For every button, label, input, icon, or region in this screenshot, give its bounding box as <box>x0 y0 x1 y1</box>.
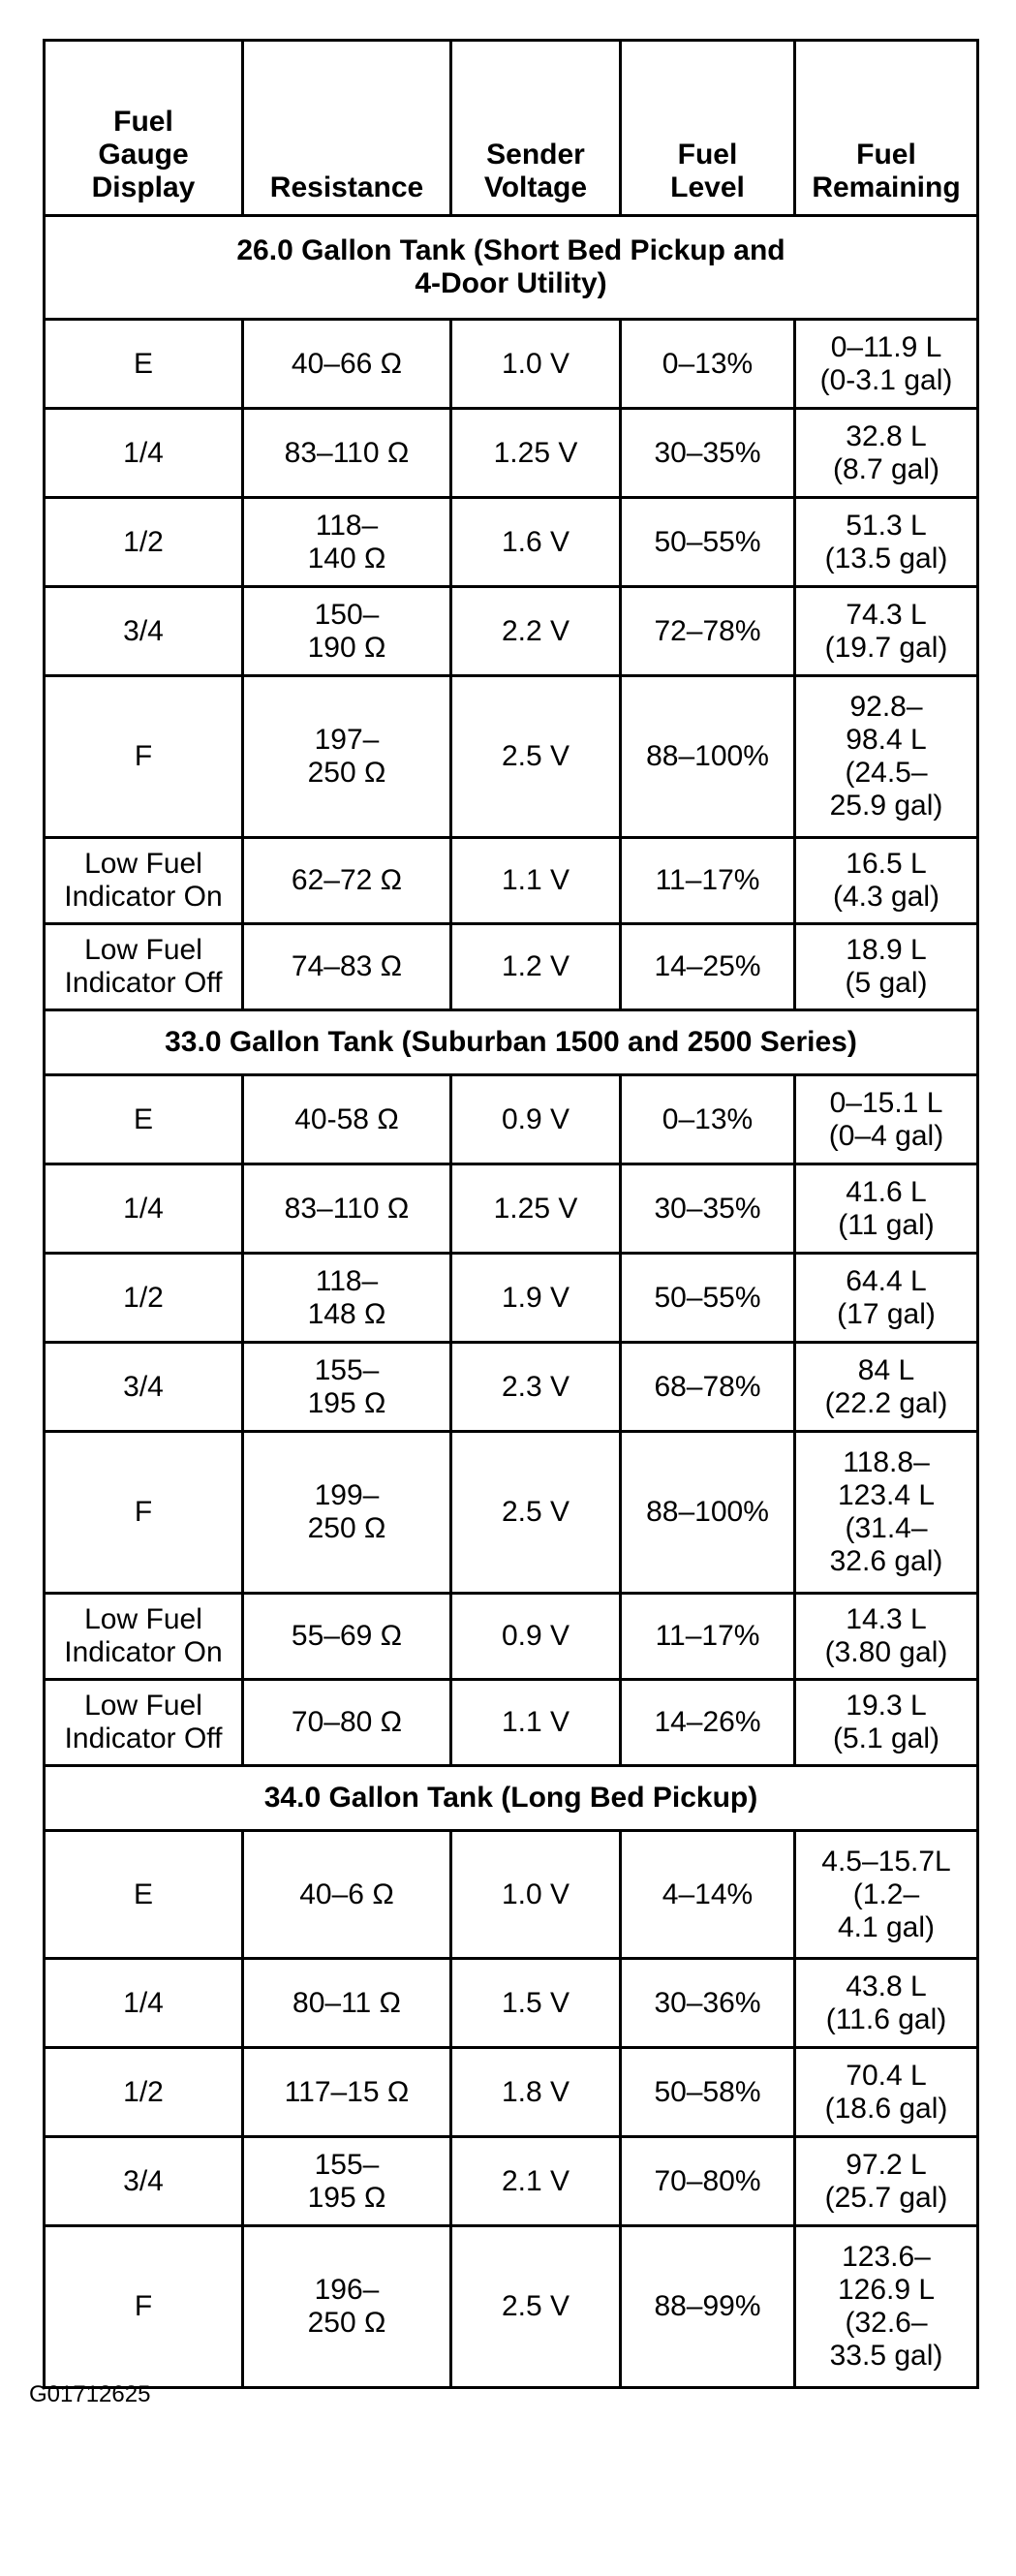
section-row <box>45 1766 978 1831</box>
resistance-cell: 40-58 Ω <box>243 1075 451 1164</box>
fuel-level-cell: 14–25% <box>621 924 795 1010</box>
sender-voltage-cell: 2.3 V <box>451 1343 621 1432</box>
sender-voltage-cell: 0.9 V <box>451 1075 621 1164</box>
table-row <box>45 587 978 676</box>
fuel-level-cell: 4–14% <box>621 1831 795 1959</box>
fuel-level-cell: 72–78% <box>621 587 795 676</box>
resistance-cell: 74–83 Ω <box>243 924 451 1010</box>
table-row <box>45 1164 978 1254</box>
table-row <box>45 2048 978 2137</box>
sender-voltage-cell: 1.1 V <box>451 838 621 924</box>
gauge-display-cell: 1/4 <box>45 1959 243 2048</box>
sender-voltage-cell: 1.5 V <box>451 1959 621 2048</box>
sender-voltage-cell: 1.0 V <box>451 320 621 409</box>
fuel-remaining-cell: 64.4 L (17 gal) <box>795 1254 978 1343</box>
fuel-level-cell: 88–100% <box>621 1432 795 1594</box>
fuel-level-cell: 50–55% <box>621 1254 795 1343</box>
fuel-remaining-cell: 41.6 L (11 gal) <box>795 1164 978 1254</box>
sender-voltage-cell: 1.2 V <box>451 924 621 1010</box>
resistance-cell: 83–110 Ω <box>243 409 451 498</box>
resistance-cell: 197– 250 Ω <box>243 676 451 838</box>
table-row <box>45 498 978 587</box>
resistance-cell: 196– 250 Ω <box>243 2226 451 2388</box>
resistance-cell: 155– 195 Ω <box>243 2137 451 2226</box>
fuel-remaining-cell: 118.8– 123.4 L (31.4– 32.6 gal) <box>795 1432 978 1594</box>
table-row <box>45 2226 978 2388</box>
table-row <box>45 1831 978 1959</box>
fuel-level-cell: 11–17% <box>621 838 795 924</box>
fuel-remaining-cell: 0–11.9 L (0-3.1 gal) <box>795 320 978 409</box>
fuel-level-cell: 70–80% <box>621 2137 795 2226</box>
table-row <box>45 409 978 498</box>
fuel-remaining-cell: 14.3 L (3.80 gal) <box>795 1594 978 1680</box>
fuel-remaining-cell: 51.3 L (13.5 gal) <box>795 498 978 587</box>
table-row <box>45 1075 978 1164</box>
sender-voltage-cell: 2.5 V <box>451 2226 621 2388</box>
sender-voltage-cell: 2.5 V <box>451 676 621 838</box>
fuel-remaining-cell: 84 L (22.2 gal) <box>795 1343 978 1432</box>
fuel-level-cell: 88–99% <box>621 2226 795 2388</box>
sender-voltage-cell: 1.25 V <box>451 1164 621 1254</box>
gauge-display-cell: 1/2 <box>45 498 243 587</box>
fuel-remaining-cell: 16.5 L (4.3 gal) <box>795 838 978 924</box>
section-row <box>45 216 978 320</box>
header-resistance: Resistance <box>243 41 451 216</box>
sender-voltage-cell: 2.1 V <box>451 2137 621 2226</box>
fuel-remaining-cell: 97.2 L (25.7 gal) <box>795 2137 978 2226</box>
fuel-level-cell: 30–35% <box>621 1164 795 1254</box>
fuel-remaining-cell: 70.4 L (18.6 gal) <box>795 2048 978 2137</box>
gauge-display-cell: Low Fuel Indicator Off <box>45 924 243 1010</box>
section-title: 33.0 Gallon Tank (Suburban 1500 and 2500 Series) <box>45 1010 978 1075</box>
table-row <box>45 2137 978 2226</box>
fuel-level-cell: 50–55% <box>621 498 795 587</box>
sender-voltage-cell: 0.9 V <box>451 1594 621 1680</box>
table-row <box>45 924 978 1010</box>
fuel-remaining-cell: 74.3 L (19.7 gal) <box>795 587 978 676</box>
table-row <box>45 1254 978 1343</box>
sender-voltage-cell: 1.25 V <box>451 409 621 498</box>
fuel-remaining-cell: 92.8– 98.4 L (24.5– 25.9 gal) <box>795 676 978 838</box>
table-row <box>45 1432 978 1594</box>
section-title: 34.0 Gallon Tank (Long Bed Pickup) <box>45 1766 978 1831</box>
table-row <box>45 1680 978 1766</box>
sender-voltage-cell: 2.5 V <box>451 1432 621 1594</box>
table-body <box>45 216 978 2388</box>
resistance-cell: 80–11 Ω <box>243 1959 451 2048</box>
table-row <box>45 1343 978 1432</box>
gauge-display-cell: Low Fuel Indicator Off <box>45 1680 243 1766</box>
fuel-sender-spec-table <box>43 39 979 2389</box>
section-title: 26.0 Gallon Tank (Short Bed Pickup and 4-Door Utility) <box>45 216 978 320</box>
table-row <box>45 320 978 409</box>
sender-voltage-cell: 1.9 V <box>451 1254 621 1343</box>
resistance-cell: 199– 250 Ω <box>243 1432 451 1594</box>
resistance-cell: 62–72 Ω <box>243 838 451 924</box>
resistance-cell: 117–15 Ω <box>243 2048 451 2137</box>
gauge-display-cell: 1/2 <box>45 1254 243 1343</box>
fuel-level-cell: 0–13% <box>621 1075 795 1164</box>
sender-voltage-cell: 1.0 V <box>451 1831 621 1959</box>
table-row <box>45 1959 978 2048</box>
fuel-remaining-cell: 18.9 L (5 gal) <box>795 924 978 1010</box>
resistance-cell: 155– 195 Ω <box>243 1343 451 1432</box>
sender-voltage-cell: 2.2 V <box>451 587 621 676</box>
table-row <box>45 676 978 838</box>
section-row <box>45 1010 978 1075</box>
header-fuel-level: Fuel Level <box>621 41 795 216</box>
fuel-level-cell: 30–36% <box>621 1959 795 2048</box>
fuel-sender-table-sheet <box>43 39 976 2389</box>
fuel-level-cell: 88–100% <box>621 676 795 838</box>
resistance-cell: 55–69 Ω <box>243 1594 451 1680</box>
resistance-cell: 118– 148 Ω <box>243 1254 451 1343</box>
header-fuel-remaining: Fuel Remaining <box>795 41 978 216</box>
resistance-cell: 40–66 Ω <box>243 320 451 409</box>
sender-voltage-cell: 1.1 V <box>451 1680 621 1766</box>
resistance-cell: 83–110 Ω <box>243 1164 451 1254</box>
table-row <box>45 1594 978 1680</box>
fuel-remaining-cell: 123.6– 126.9 L (32.6– 33.5 gal) <box>795 2226 978 2388</box>
gauge-display-cell: E <box>45 1075 243 1164</box>
fuel-level-cell: 0–13% <box>621 320 795 409</box>
gauge-display-cell: E <box>45 320 243 409</box>
gauge-display-cell: Low Fuel Indicator On <box>45 838 243 924</box>
gauge-display-cell: F <box>45 676 243 838</box>
gauge-display-cell: F <box>45 2226 243 2388</box>
figure-code: G01712625 <box>29 2381 151 2407</box>
gauge-display-cell: 3/4 <box>45 1343 243 1432</box>
gauge-display-cell: Low Fuel Indicator On <box>45 1594 243 1680</box>
header-row <box>45 41 978 216</box>
resistance-cell: 40–6 Ω <box>243 1831 451 1959</box>
fuel-remaining-cell: 4.5–15.7L (1.2– 4.1 gal) <box>795 1831 978 1959</box>
fuel-remaining-cell: 43.8 L (11.6 gal) <box>795 1959 978 2048</box>
fuel-level-cell: 50–58% <box>621 2048 795 2137</box>
gauge-display-cell: E <box>45 1831 243 1959</box>
fuel-level-cell: 30–35% <box>621 409 795 498</box>
fuel-level-cell: 11–17% <box>621 1594 795 1680</box>
fuel-remaining-cell: 0–15.1 L (0–4 gal) <box>795 1075 978 1164</box>
fuel-remaining-cell: 19.3 L (5.1 gal) <box>795 1680 978 1766</box>
gauge-display-cell: 3/4 <box>45 2137 243 2226</box>
sender-voltage-cell: 1.6 V <box>451 498 621 587</box>
gauge-display-cell: 1/4 <box>45 409 243 498</box>
gauge-display-cell: 1/2 <box>45 2048 243 2137</box>
header-fuel-gauge-display: Fuel Gauge Display <box>45 41 243 216</box>
gauge-display-cell: 1/4 <box>45 1164 243 1254</box>
resistance-cell: 118– 140 Ω <box>243 498 451 587</box>
gauge-display-cell: 3/4 <box>45 587 243 676</box>
gauge-display-cell: F <box>45 1432 243 1594</box>
resistance-cell: 150– 190 Ω <box>243 587 451 676</box>
table-row <box>45 838 978 924</box>
fuel-remaining-cell: 32.8 L (8.7 gal) <box>795 409 978 498</box>
fuel-level-cell: 14–26% <box>621 1680 795 1766</box>
resistance-cell: 70–80 Ω <box>243 1680 451 1766</box>
sender-voltage-cell: 1.8 V <box>451 2048 621 2137</box>
header-sender-voltage: Sender Voltage <box>451 41 621 216</box>
fuel-level-cell: 68–78% <box>621 1343 795 1432</box>
